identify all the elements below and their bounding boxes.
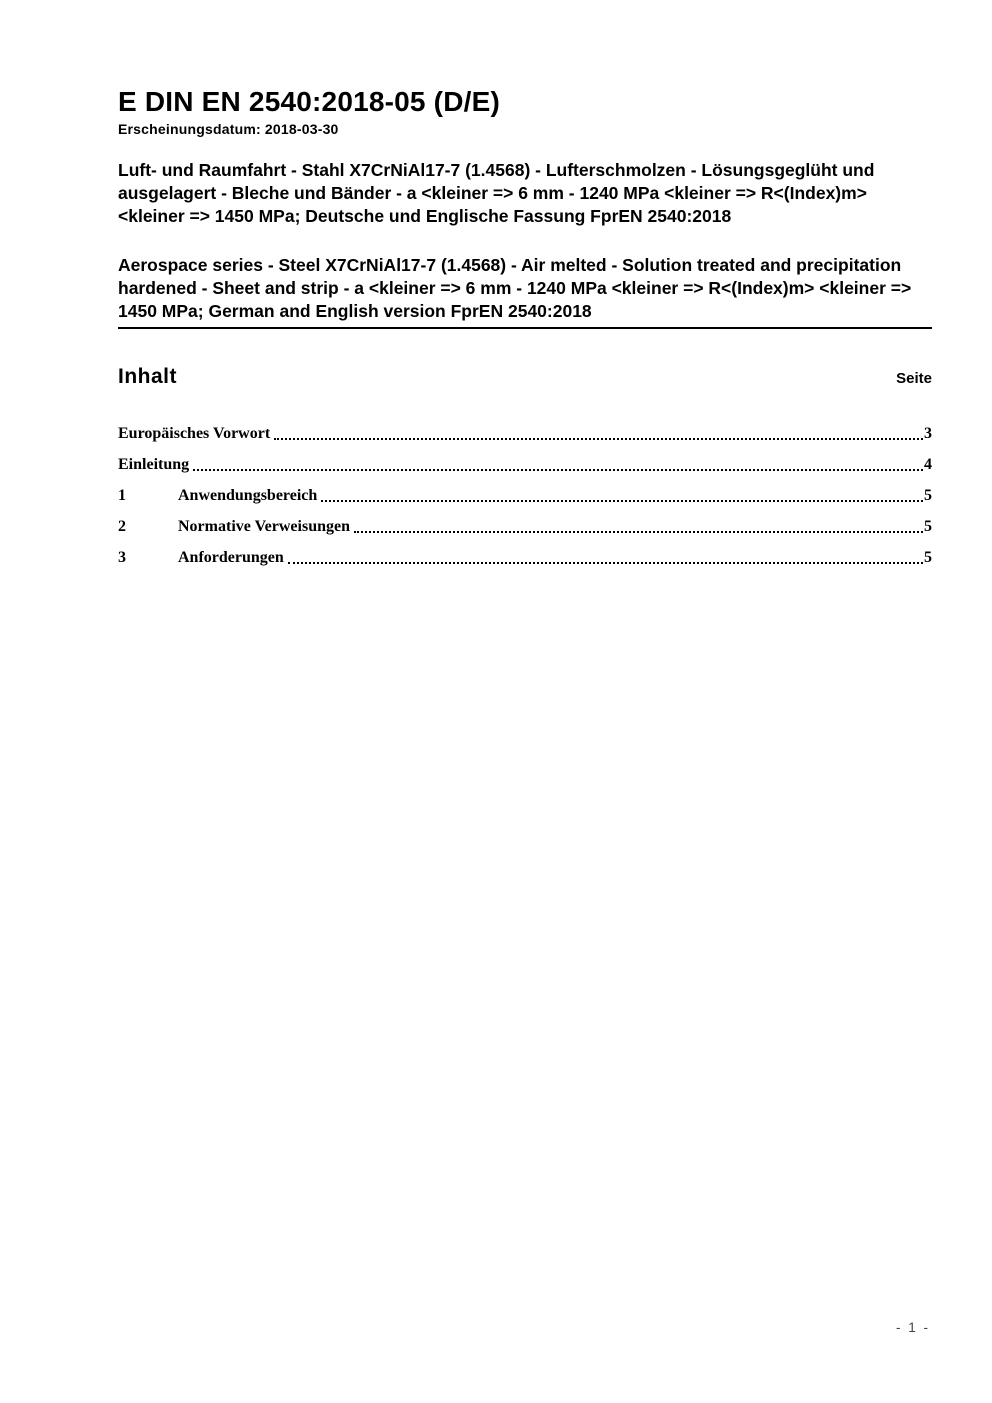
document-designation: E DIN EN 2540:2018-05 (D/E) (118, 86, 501, 117)
toc-page-column-label: Seite (896, 370, 932, 387)
toc-entry (118, 518, 932, 536)
toc-entry-number: 2 (118, 518, 126, 535)
toc-dot-leader (274, 438, 923, 440)
toc-entry (118, 425, 932, 443)
page-content (118, 86, 932, 580)
document-title-english: Aerospace series - Steel X7CrNiAl17-7 (1.4568) - Air melted - Solution treated and precipitation hardened - Sheet and strip - a <kleiner => 6 mm - 1240 MPa <kleiner => R<(Index)m> <kleiner => 1450 MPa; German and English version FprEN 2540:2018 (118, 255, 912, 321)
toc-dot-leader (193, 469, 923, 471)
toc-dot-leader (321, 500, 923, 502)
title-separator-rule (118, 327, 932, 329)
toc-entry-number: 1 (118, 487, 126, 504)
toc-entry-page: 3 (924, 425, 932, 442)
toc-entry-page: 5 (924, 487, 932, 504)
toc-header (118, 365, 932, 389)
toc-entry-title: Normative Verweisungen (178, 518, 350, 535)
toc-entry-title: Anforderungen (178, 549, 284, 566)
toc-entry-title: Einleitung (118, 456, 190, 473)
toc-dot-leader (288, 562, 923, 564)
toc-entry (118, 456, 932, 474)
toc-heading: Inhalt (118, 365, 177, 388)
toc-entry-page: 5 (924, 549, 932, 566)
toc-entry (118, 487, 932, 505)
toc-list (118, 425, 932, 567)
document-title-german: Luft- und Raumfahrt - Stahl X7CrNiAl17-7 (1.4568) - Lufterschmolzen - Lösungsgeglüht und ausgelagert - Bleche und Bänder - a <kleiner => 6 mm - 1240 MPa <kleiner => R<(Index)m> <kleiner => 1450 MPa; Deutsche und Englische Fassung FprEN 2540:2018 (118, 160, 875, 226)
toc-entry-page: 5 (924, 518, 932, 535)
toc-entry-number: 3 (118, 549, 126, 566)
toc-dot-leader (354, 531, 923, 533)
toc-entry-title: Anwendungsbereich (178, 487, 318, 504)
toc-entry-page: 4 (924, 456, 932, 473)
release-date: Erscheinungsdatum: 2018-03-30 (118, 121, 339, 137)
footer-page-number: - 1 - (895, 1320, 930, 1335)
toc-entry (118, 549, 932, 567)
toc-entry-title: Europäisches Vorwort (118, 425, 271, 442)
